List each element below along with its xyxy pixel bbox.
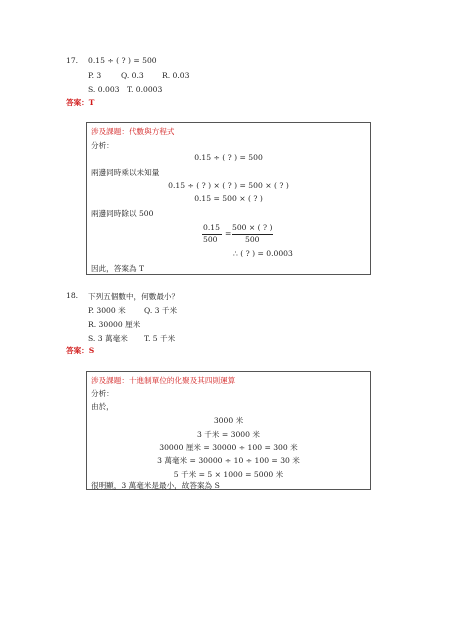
fraction-left-numerator: 0.15: [203, 223, 220, 232]
question-number: 18.: [66, 291, 79, 300]
analysis-label: 分析：: [91, 141, 114, 150]
fraction-right-denominator: 500: [245, 235, 260, 244]
option-r: R. 30000 厘米: [88, 320, 141, 329]
conversion-line-3: 30000 厘米 = 30000 ÷ 100 = 300 米: [159, 443, 298, 452]
topic-label: 涉及課題：代數與方程式: [91, 127, 175, 136]
option-s: S. 0.003: [88, 85, 120, 94]
option-p: P. 3000 米: [88, 306, 126, 315]
equals-sign: =: [225, 229, 232, 238]
conversion-line-4: 3 萬毫米 = 30000 ÷ 10 ÷ 100 = 30 米: [157, 456, 300, 465]
since-label: 由於，: [91, 402, 114, 411]
conclusion-text: 因此，答案為 T: [91, 264, 145, 273]
equation-3: 0.15 = 500 × ( ? ): [194, 194, 263, 203]
question-number: 17.: [66, 56, 79, 65]
conclusion-text: 很明顯，3 萬毫米是最小，故答案為 S: [91, 481, 220, 490]
step-text-1: 兩邊同時乘以未知量: [91, 168, 160, 177]
option-s: S. 3 萬毫米: [88, 334, 128, 343]
equation-2: 0.15 ÷ ( ? ) × ( ? ) = 500 × ( ? ): [168, 181, 289, 190]
analysis-box-18: [86, 371, 371, 490]
answer-label: 答案：T: [66, 98, 95, 107]
option-t: T. 5 千米: [144, 334, 176, 343]
analysis-label: 分析：: [91, 389, 114, 398]
conversion-line-5: 5 千米 = 5 × 1000 = 5000 米: [173, 470, 284, 479]
equation-result: ∴ ( ? ) = 0.0003: [233, 249, 293, 258]
option-r: R. 0.03: [162, 71, 190, 80]
answer-label: 答案：S: [66, 346, 95, 355]
topic-label: 涉及課題：十進制單位的化聚及其四則運算: [91, 376, 236, 385]
option-q: Q. 3 千米: [144, 306, 178, 315]
analysis-box-17: [86, 122, 371, 275]
fraction-right-numerator: 500 × ( ? ): [232, 223, 273, 232]
conversion-line-2: 3 千米 = 3000 米: [197, 430, 260, 439]
option-q: Q. 0.3: [121, 71, 144, 80]
option-t: T. 0.0003: [127, 85, 163, 94]
equation-1: 0.15 ÷ ( ? ) = 500: [194, 153, 263, 162]
question-text: 下列五個數中，何數最小？: [88, 292, 180, 301]
question-text: 0.15 ÷ ( ? ) = 500: [88, 56, 157, 65]
fraction-left-denominator: 500: [203, 235, 218, 244]
option-p: P. 3: [88, 71, 102, 80]
conversion-line-1: 3000 米: [213, 416, 244, 425]
step-text-2: 兩邊同時除以 500: [91, 209, 154, 218]
